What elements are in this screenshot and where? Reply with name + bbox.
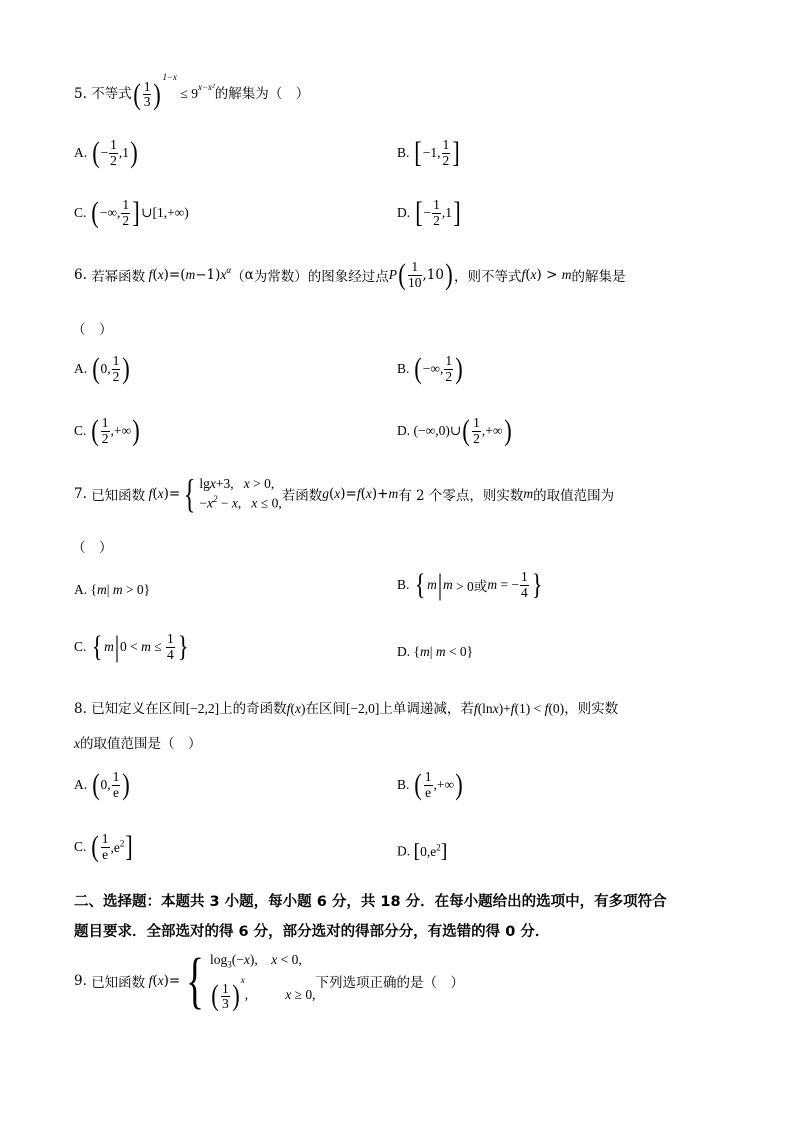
- q8-number: 8.: [74, 701, 87, 717]
- q5-number: 5.: [74, 86, 87, 102]
- q7-option-b[interactable]: B. { m|m > 0或m = − $\frac{1}{4}$ }: [397, 568, 543, 601]
- q6-stem: 6. 若幂函数 $f(x)=(m-1)x^\alpha(\alpha$为常数）的图象经过点P( $\frac{1}{10}$ ,10)，则不等式f(x) > m的解集是: [74, 258, 626, 291]
- q8-option-d[interactable]: D. $[0,e^2]$: [397, 840, 448, 862]
- section2-line1: 二、选择题：本题共 3 小题，每小题 6 分，共 18 分．在每小题给出的选项中，有多项符合: [74, 894, 667, 910]
- q7-paren: （ ）: [72, 540, 113, 556]
- q8-stem: 8. 已知定义在区间[−2,2]上的奇函数f(x)在区间[−2,0]上单调递减，若f(lnx)+f(1) < f(0)，则实数: [74, 701, 619, 717]
- q5-lead: 不等式: [91, 86, 132, 102]
- q7-number: 7.: [74, 486, 87, 502]
- q6-number: 6.: [74, 267, 87, 283]
- q8-option-c[interactable]: C. ( $\frac{1}{e}$ $,e^2$]: [74, 830, 134, 863]
- q7-option-c[interactable]: C. { m|0 < m ≤ $\frac{1}{4}$ }: [74, 630, 189, 663]
- q5-option-a[interactable]: A. (− $\frac{1}{2}$ ,1): [74, 136, 138, 169]
- q6-paren: （ ）: [72, 322, 113, 338]
- q5-inequality: ( $\frac{1}{3}$ )$^{1-x} \le 9^{x-x^2}$: [132, 72, 215, 111]
- q8-line2: x的取值范围是（ ）: [74, 736, 202, 752]
- q6-option-c[interactable]: C. ( $\frac{1}{2}$ ,+∞): [74, 414, 140, 447]
- q6-option-b[interactable]: B. (−∞, $\frac{1}{2}$ ): [397, 352, 463, 385]
- q6-option-a[interactable]: A. (0, $\frac{1}{2}$ ): [74, 352, 131, 385]
- q9-stem: 9. 已知函数 f(x)={ $\log_3(-x)$, x < 0, ( $\frac{1}{3}$ )$^x$, x ≥ 0, 下列选项正确的是（ ）: [74, 947, 465, 1015]
- q6-option-d[interactable]: D. (−∞,0)∪( $\frac{1}{2}$ ,+∞): [397, 414, 512, 447]
- q7-stem: 7. 已知函数 f(x)={ lgx+3, x > 0, $-x^2 - x$, x ≤ 0, 若函数g(x)=f(x)+m有 2 个零点，则实数m的取值范围为: [74, 471, 615, 516]
- q8-option-b[interactable]: B. ( $\frac{1}{e}$ ,+∞): [397, 768, 463, 801]
- q8-option-a[interactable]: A. (0, $\frac{1}{e}$ ): [74, 768, 131, 801]
- section2-line2: 题目要求．全部选对的得 6 分，部分选对的得部分分，有选错的得 0 分．: [74, 924, 550, 940]
- q7-option-d[interactable]: D. {m| m < 0}: [397, 644, 474, 659]
- q7-option-a[interactable]: A. {m| m > 0}: [74, 582, 151, 597]
- q5-option-c[interactable]: C. (−∞, $\frac{1}{2}$ ]∪[1,+∞): [74, 196, 189, 229]
- q5-option-b[interactable]: B. [−1, $\frac{1}{2}$ ]: [397, 136, 461, 169]
- q5-option-d[interactable]: D. [− $\frac{1}{2}$ ,1]: [397, 196, 461, 229]
- q9-number: 9.: [74, 973, 87, 989]
- q5-stem: [74, 72, 309, 110]
- q5-tail: 的解集为（ ）: [214, 86, 310, 102]
